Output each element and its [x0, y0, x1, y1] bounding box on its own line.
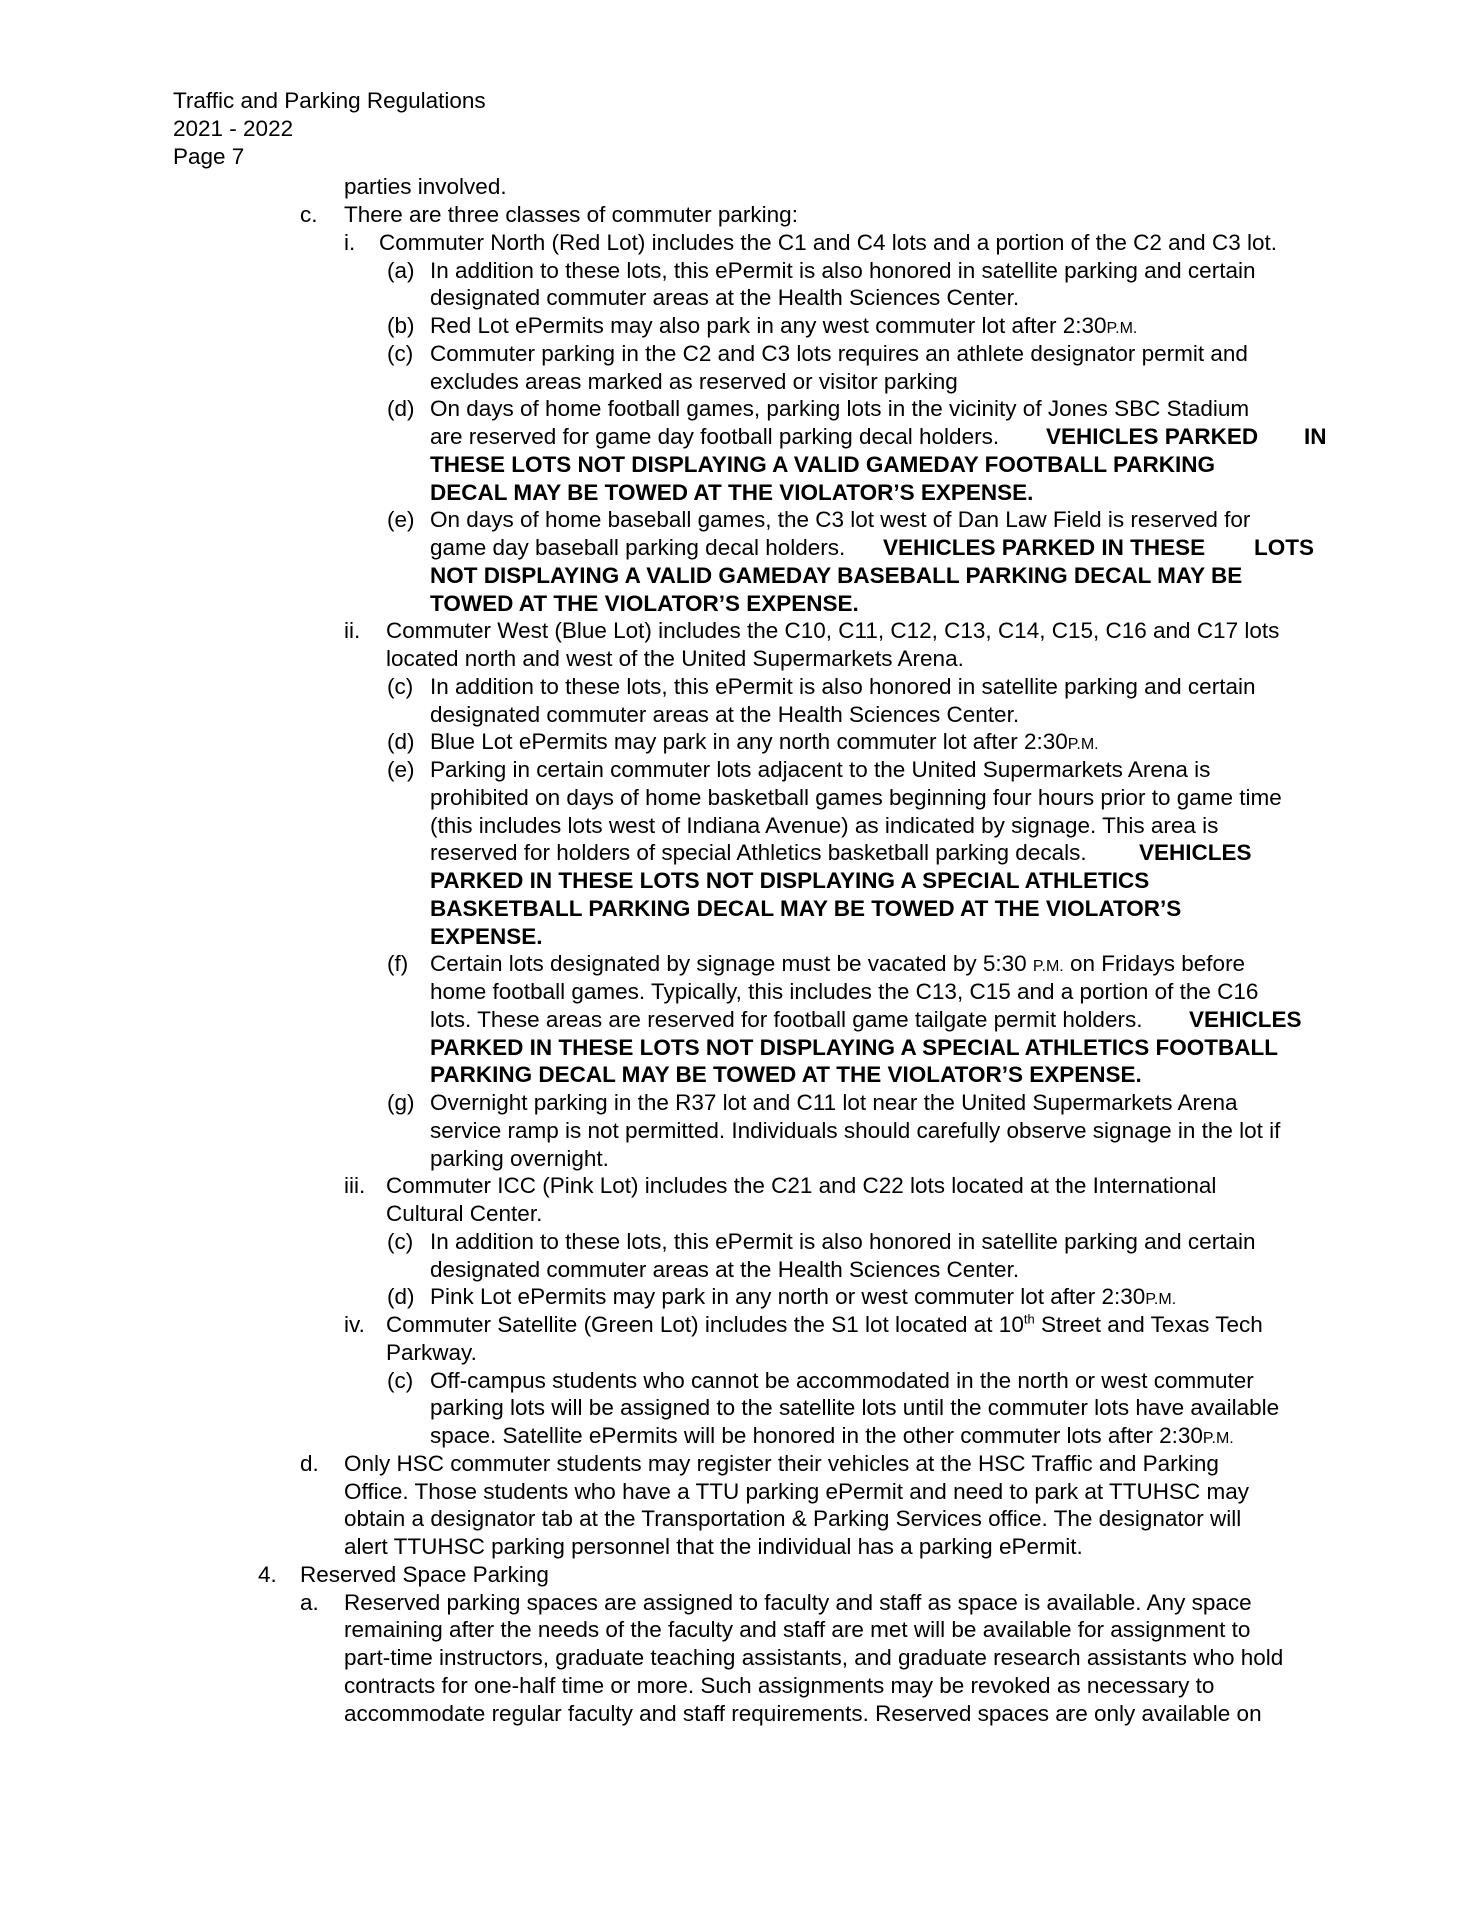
item-label: (d) [387, 729, 415, 754]
warning-text: VEHICLES [1189, 1007, 1302, 1032]
warning-text: IN [1304, 424, 1327, 449]
item-text: Commuter ICC (Pink Lot) includes the C21 and C22 lots located at the International [386, 1173, 1217, 1198]
item-text: Parking in certain commuter lots adjacent to the United Supermarkets Arena is [430, 757, 1211, 782]
item-label: (b) [387, 313, 415, 338]
item-label: (a) [387, 258, 415, 283]
item-text: home football games. Typically, this includes the C13, C15 and a portion of the C16 [430, 979, 1259, 1004]
item-text: Commuter North (Red Lot) includes the C1 and C4 lots and a portion of the C2 and C3 lot. [379, 230, 1277, 255]
item-label: a. [300, 1590, 319, 1615]
item-text: In addition to these lots, this ePermit is also honored in satellite parking and certain [430, 258, 1256, 283]
item-text: In addition to these lots, this ePermit is also honored in satellite parking and certain [430, 674, 1256, 699]
item-text: Overnight parking in the R37 lot and C11 lot near the United Supermarkets Arena [430, 1090, 1238, 1115]
item-text: On days of home baseball games, the C3 lot west of Dan Law Field is reserved for [430, 507, 1251, 532]
item-label: (d) [387, 1284, 415, 1309]
continued-text: parties involved. [344, 174, 507, 199]
item-text: designated commuter areas at the Health Sciences Center. [430, 285, 1020, 310]
item-text: Parkway. [386, 1340, 477, 1365]
item-label: iii. [344, 1173, 366, 1198]
item-text: prohibited on days of home basketball games beginning four hours prior to game time [430, 785, 1282, 810]
item-text: located north and west of the United Supermarkets Arena. [386, 646, 964, 671]
item-label: (c) [387, 1368, 414, 1393]
item-label: (d) [387, 396, 415, 421]
item-text: Red Lot ePermits may also park in any west commuter lot after 2:30P.M. [430, 313, 1138, 338]
item-label: (c) [387, 1229, 414, 1254]
item-text: excludes areas marked as reserved or visitor parking [430, 369, 958, 394]
item-text: Commuter parking in the C2 and C3 lots requires an athlete designator permit and [430, 341, 1248, 366]
warning-text: EXPENSE. [430, 924, 543, 949]
item-label: (e) [387, 757, 415, 782]
item-text: lots. These areas are reserved for football game tailgate permit holders. [430, 1007, 1143, 1032]
item-text: Off-campus students who cannot be accommodated in the north or west commuter [430, 1368, 1254, 1393]
page-number: Page 7 [173, 144, 245, 169]
warning-text: DECAL MAY BE TOWED AT THE VIOLATOR’S EXPENSE. [430, 480, 1034, 505]
warning-text: TOWED AT THE VIOLATOR’S EXPENSE. [430, 591, 859, 616]
item-text: Cultural Center. [386, 1201, 543, 1226]
doc-year: 2021 - 2022 [173, 116, 294, 141]
item-text: parking lots will be assigned to the satellite lots until the commuter lots have available [430, 1395, 1280, 1420]
item-label: i. [344, 230, 356, 255]
item-text: alert TTUHSC parking personnel that the individual has a parking ePermit. [344, 1534, 1083, 1559]
item-label: (c) [387, 674, 414, 699]
warning-text: VEHICLES PARKED [1046, 424, 1259, 449]
item-label: (c) [387, 341, 414, 366]
item-label: c. [300, 202, 318, 227]
item-label: (f) [387, 951, 409, 976]
item-text: designated commuter areas at the Health Sciences Center. [430, 702, 1020, 727]
section-heading: Reserved Space Parking [300, 1562, 549, 1587]
item-label: d. [300, 1451, 319, 1476]
doc-title: Traffic and Parking Regulations [173, 88, 486, 113]
section-number: 4. [258, 1562, 277, 1587]
item-text: game day baseball parking decal holders. [430, 535, 846, 560]
item-text: Pink Lot ePermits may park in any north or west commuter lot after 2:30P.M. [430, 1284, 1177, 1309]
warning-text: PARKED IN THESE LOTS NOT DISPLAYING A SPECIAL ATHLETICS FOOTBALL [430, 1035, 1278, 1060]
warning-text: PARKED IN THESE LOTS NOT DISPLAYING A SPECIAL ATHLETICS [430, 868, 1150, 893]
item-text: accommodate regular faculty and staff requirements. Reserved spaces are only available on [344, 1701, 1262, 1726]
item-text: service ramp is not permitted. Individuals should carefully observe signage in the lot if [430, 1118, 1281, 1143]
warning-text: VEHICLES PARKED IN THESE [883, 535, 1206, 560]
item-text: space. Satellite ePermits will be honored in the other commuter lots after 2:30P.M. [430, 1423, 1234, 1448]
item-label: iv. [344, 1312, 365, 1337]
item-label: ii. [344, 618, 361, 643]
item-text: obtain a designator tab at the Transportation & Parking Services office. The designator will [344, 1506, 1242, 1531]
item-text: remaining after the needs of the faculty and staff are met will be available for assignment to [344, 1617, 1251, 1642]
item-text: reserved for holders of special Athletics basketball parking decals. [430, 840, 1087, 865]
item-text: contracts for one-half time or more. Such assignments may be revoked as necessary to [344, 1673, 1215, 1698]
warning-text: BASKETBALL PARKING DECAL MAY BE TOWED AT THE VIOLATOR’S [430, 896, 1182, 921]
item-label: (e) [387, 507, 415, 532]
item-text: Reserved parking spaces are assigned to faculty and staff as space is available. Any space [344, 1590, 1252, 1615]
warning-text: LOTS [1254, 535, 1314, 560]
item-text: Only HSC commuter students may register their vehicles at the HSC Traffic and Parking [344, 1451, 1219, 1476]
item-text: parking overnight. [430, 1146, 609, 1171]
warning-text: THESE LOTS NOT DISPLAYING A VALID GAMEDAY FOOTBALL PARKING [430, 452, 1216, 477]
warning-text: NOT DISPLAYING A VALID GAMEDAY BASEBALL PARKING DECAL MAY BE [430, 563, 1243, 588]
warning-text: VEHICLES [1139, 840, 1252, 865]
warning-text: PARKING DECAL MAY BE TOWED AT THE VIOLATOR’S EXPENSE. [430, 1062, 1142, 1087]
item-text: Office. Those students who have a TTU parking ePermit and need to park at TTUHSC may [344, 1479, 1250, 1504]
item-label: (g) [387, 1090, 415, 1115]
item-text: Commuter West (Blue Lot) includes the C10, C11, C12, C13, C14, C15, C16 and C17 lots [386, 618, 1280, 643]
item-text: part-time instructors, graduate teaching assistants, and graduate research assistants who hold [344, 1645, 1284, 1670]
item-text: On days of home football games, parking lots in the vicinity of Jones SBC Stadium [430, 396, 1250, 421]
item-text: Certain lots designated by signage must be vacated by 5:30 P.M. on Fridays before [430, 951, 1246, 976]
item-text: Blue Lot ePermits may park in any north commuter lot after 2:30P.M. [430, 729, 1099, 754]
item-text: In addition to these lots, this ePermit is also honored in satellite parking and certain [430, 1229, 1256, 1254]
item-text: (this includes lots west of Indiana Avenue) as indicated by signage. This area is [430, 813, 1219, 838]
item-text: Commuter Satellite (Green Lot) includes the S1 lot located at 10th Street and Texas Tech [386, 1311, 1263, 1337]
item-text: designated commuter areas at the Health Sciences Center. [430, 1257, 1020, 1282]
item-text: There are three classes of commuter parking: [344, 202, 798, 227]
item-text: are reserved for game day football parking decal holders. [430, 424, 1000, 449]
